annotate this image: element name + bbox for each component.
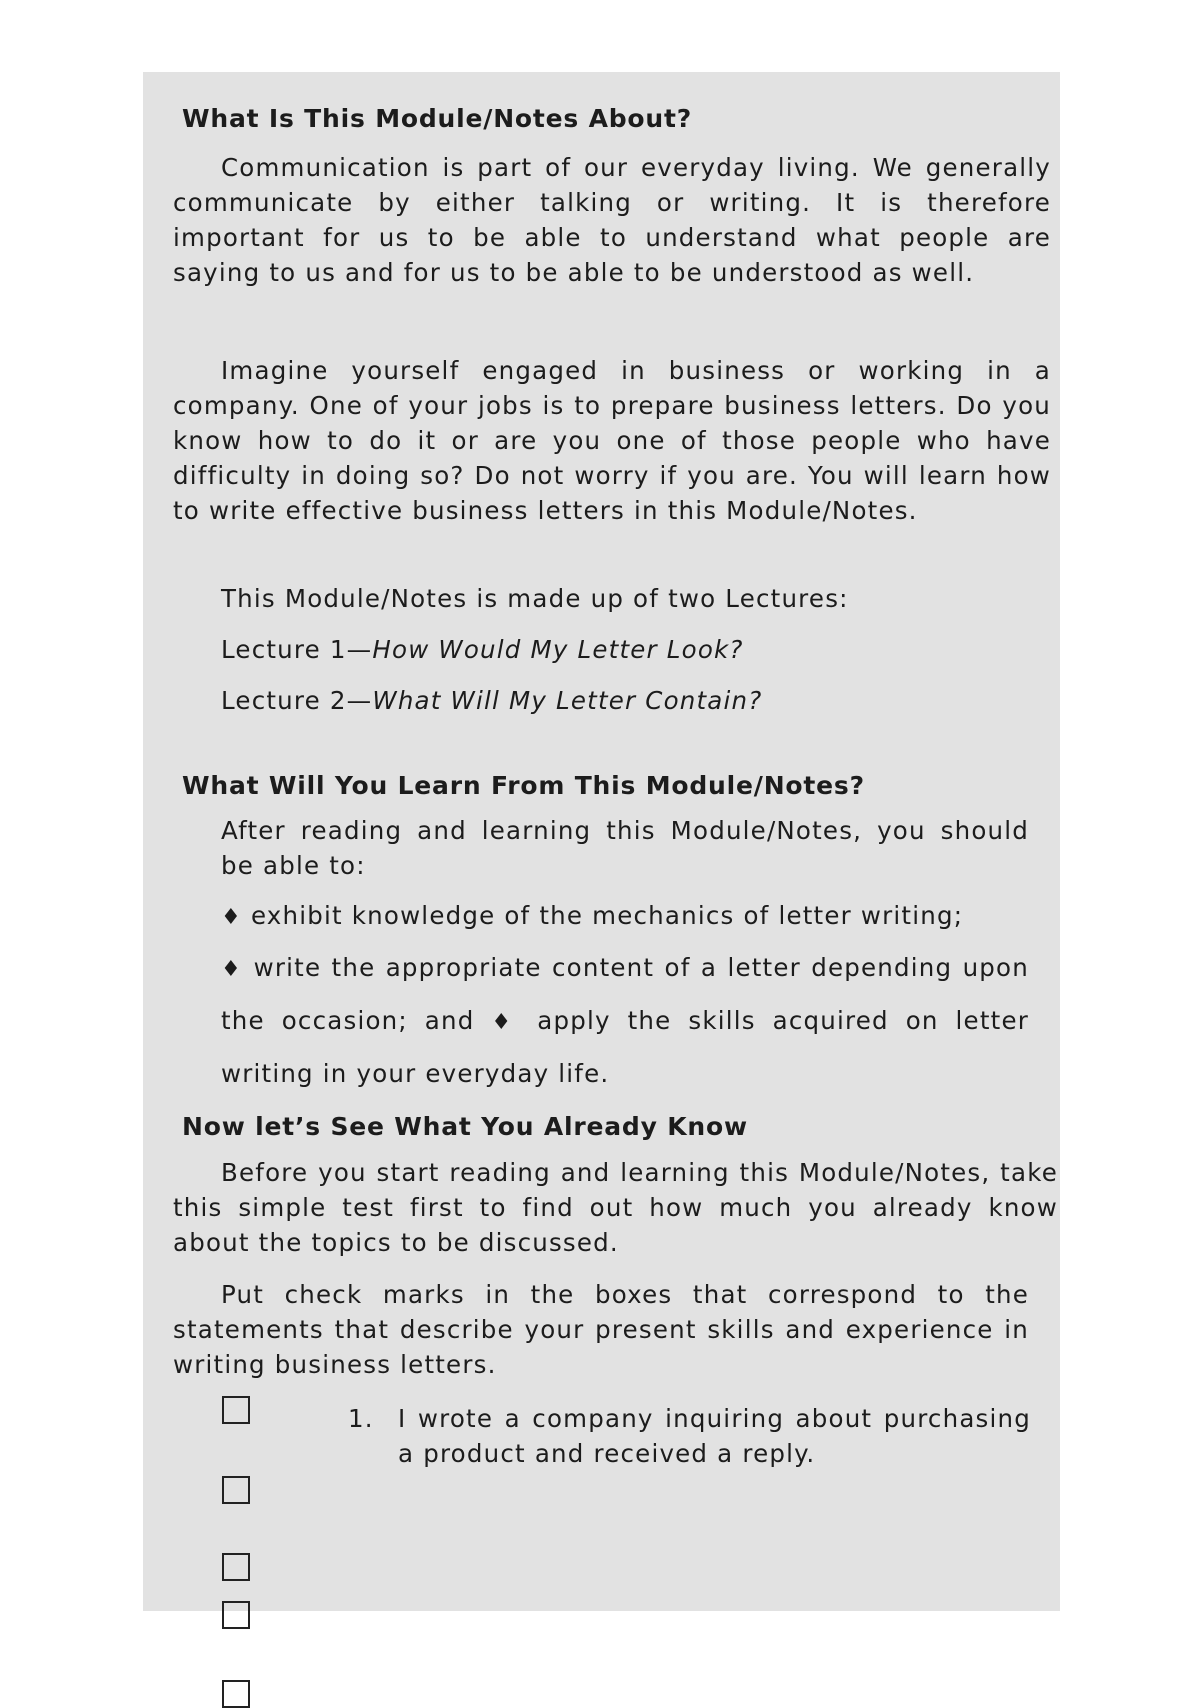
lecture-2-title: What Will My Letter Contain?	[372, 686, 763, 715]
bullet-text-2: write the appropriate content of a letter depending upon the occasion; and	[221, 953, 1029, 1035]
checkbox-4[interactable]	[222, 1601, 250, 1629]
section-heading-about: What Is This Module/Notes About?	[182, 104, 693, 133]
statement-item-1	[348, 1401, 1031, 1471]
lecture-1	[221, 634, 744, 666]
bullet-text-3: apply the skills acquired on letter writing in your everyday life.	[221, 1006, 1029, 1088]
lecture-1-title: How Would My Letter Look?	[372, 635, 744, 664]
learn-intro: After reading and learning this Module/Notes, you should be able to:	[221, 816, 1029, 880]
diamond-bullet-icon: ♦	[221, 905, 242, 930]
bullet-text-1: exhibit knowledge of the mechanics of letter writing;	[250, 901, 964, 930]
about-paragraph-2: Imagine yourself engaged in business or working in a company. One of your jobs is to prepare business letters. Do you know how to do it or are you one of those people who have difficulty in doing so? Do not worry if you are. You will learn how to write effective business letters in this Module/Notes.	[173, 356, 1051, 525]
lecture-2	[221, 685, 762, 717]
section-heading-learn: What Will You Learn From This Module/Notes?	[182, 771, 865, 800]
bullet-item-1	[221, 900, 963, 934]
checkbox-1[interactable]	[222, 1396, 250, 1424]
know-paragraph-2: Put check marks in the boxes that correspond to the statements that describe your present skills and experience in writing business letters.	[173, 1280, 1029, 1379]
checkbox-2[interactable]	[222, 1476, 250, 1504]
lecture-1-prefix: Lecture 1—	[221, 635, 373, 664]
diamond-bullet-icon: ♦	[221, 957, 244, 982]
diamond-bullet-icon: ♦	[491, 1010, 521, 1035]
about-paragraph-3: This Module/Notes is made up of two Lectures:	[221, 584, 849, 613]
statement-number: 1.	[348, 1404, 374, 1433]
checkbox-5[interactable]	[222, 1680, 250, 1708]
statement-text: I wrote a company inquiring about purchasing a product and received a reply.	[398, 1404, 1031, 1468]
know-paragraph-1: Before you start reading and learning this Module/Notes, take this simple test first to find out how much you already know about the topics to be discussed.	[173, 1158, 1058, 1257]
bullet-items-2-3	[221, 942, 1029, 1099]
lecture-2-prefix: Lecture 2—	[221, 686, 373, 715]
checkbox-3[interactable]	[222, 1553, 250, 1581]
section-heading-know: Now let’s See What You Already Know	[182, 1112, 748, 1141]
about-paragraph-1: Communication is part of our everyday living. We generally communicate by either talking or writing. It is therefore important for us to be able to understand what people are saying to us and for us to be able to be understood as well.	[173, 153, 1051, 287]
